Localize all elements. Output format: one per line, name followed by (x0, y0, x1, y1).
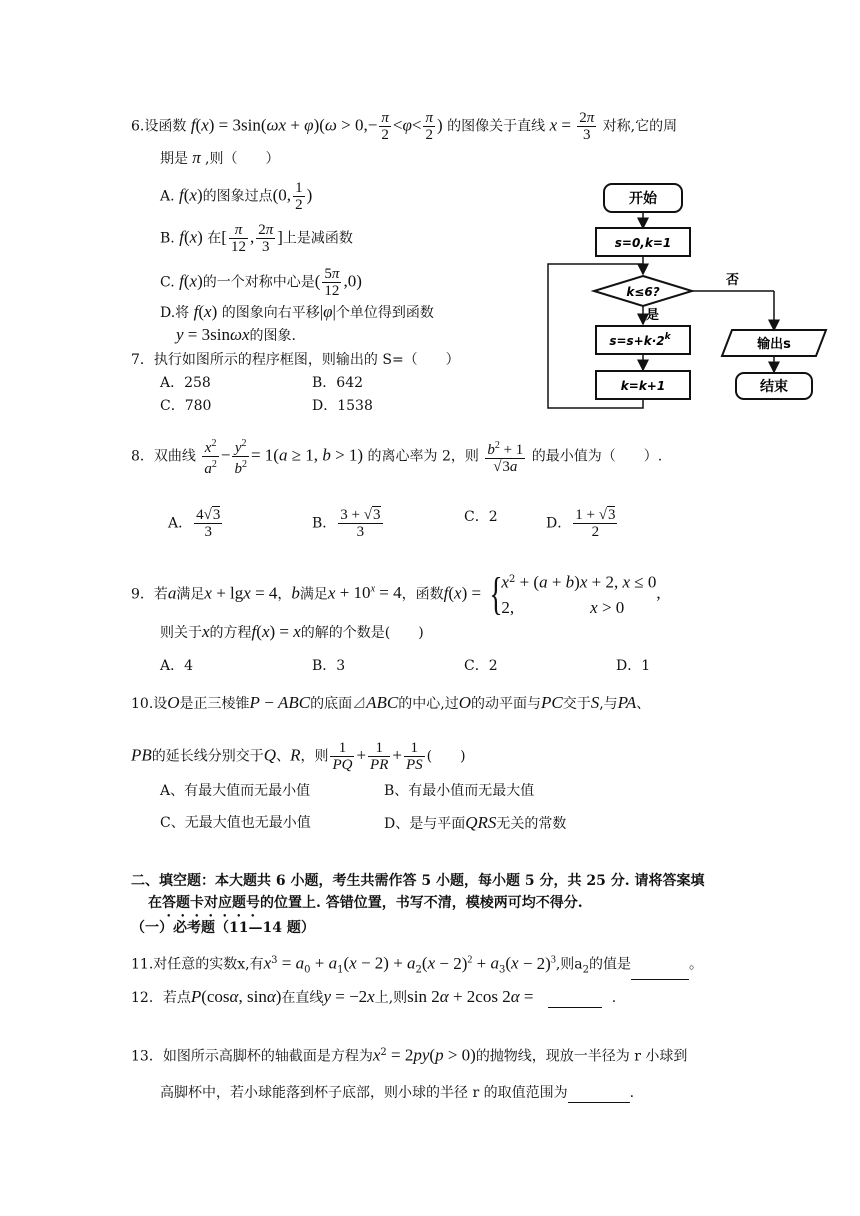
q13-line2 (160, 1083, 634, 1103)
flow-start-label: 开始 (629, 191, 657, 207)
option-label: D． (546, 515, 572, 532)
q9-option-a: A．4 (160, 658, 194, 674)
q9-t3: 满足 (299, 586, 328, 603)
q10-option-c: C、无最大值也无最小值 (160, 815, 311, 831)
q6-number: 6. (131, 118, 145, 135)
flow-decision-label: k≤6? (626, 285, 660, 299)
q10-t5: 的动平面与 (470, 696, 541, 712)
option-text: 上是减函数 (282, 230, 353, 247)
q11-number: 11. (131, 956, 154, 973)
q9-t4: ，函数 (401, 586, 444, 603)
q13-number: 13． (131, 1048, 163, 1065)
q7-option-b: B．642 (312, 375, 364, 391)
q10-option-a: A、有最大值而无最小值 (160, 783, 311, 799)
q6-line2b: ,则（ ） (205, 151, 280, 167)
q9-t1: 满足 (176, 586, 205, 603)
q8-number: 8．双曲线 (131, 448, 196, 465)
q11-t2: ,则a (555, 956, 583, 973)
q8-option-d: D． $\frac{1 + √3}{2}$ (546, 507, 616, 540)
q10-l2d: ( ) (426, 748, 466, 765)
q10-l2a: 的延长线分别交于 (151, 748, 264, 765)
q8-option-c: C．2 (464, 509, 498, 525)
q6-option-c: C. f(x)的一个对称中心是( $\frac{5\pi}{12}$ ,0) (160, 266, 362, 299)
q12-t1: 若点 (162, 990, 191, 1006)
option-label: D.将 (160, 305, 190, 321)
option-label: B. (160, 230, 180, 247)
option-label: B． (312, 515, 337, 532)
q6-option-b: B. f(x) 在[ $\frac{\pi}{12}$ , $\frac{2\pi}{3}$ ]上是减函数 (160, 222, 353, 255)
q7-option-c: C．780 (160, 398, 212, 414)
q10-t1: 设 (153, 696, 168, 712)
q9-option-d: D．1 (616, 658, 651, 674)
q9-line2b: 的方程 (209, 625, 252, 641)
flow-output-label: 输出s (757, 337, 791, 352)
q9-line2a: 则关于 (160, 625, 202, 641)
q10-option-b: B、有最小值而无最大值 (384, 783, 535, 799)
option-text: 无关的常数 (496, 816, 567, 832)
q8-stem: 8．双曲线 $\frac{x^2}{a^2}$ − $\frac{y^2}{b^2}$ = 1(a ≥ 1, b > 1) 的离心率为 2，则 $\frac{b^2 + 1}{√3a}$ 的最小值为（ ）. (131, 438, 663, 477)
q9-stem: 9．若a满足x + lgx = 4，b满足$x + 10^x = 4$，函数f(x) = { $x^2 + (a + b)x + 2$, x ≤ 0 2, x > 0 , (131, 568, 661, 620)
flow-yes-label: 是 (646, 308, 660, 323)
flowchart (540, 178, 840, 414)
q11-sub: 2 (582, 964, 589, 976)
frac-pi-over-2: $\frac{\pi}{2}$ (381, 110, 389, 143)
q9-line2c: 的解的个数是( ) (300, 625, 424, 641)
q13-t1: 如图所示高脚杯的轴截面是方程为 (162, 1048, 373, 1065)
option-label: D、是与平面 (384, 816, 466, 832)
q10-t4: 的中心,过 (398, 696, 459, 712)
q13-end: . (629, 1085, 635, 1101)
q6-option-a: A. f(x)的图象过点(0, $\frac{1}{2}$ ) (160, 180, 313, 213)
q9-t2: ， (277, 586, 292, 603)
q13-t2: 的抛物线，现放一半径为 r 小球到 (475, 1048, 688, 1065)
frac-pi-over-2b: $\frac{\pi}{2}$ (425, 110, 433, 143)
q9-number: 9．若 (131, 586, 168, 603)
q10-line2: PB的延长线分别交于Q、R，则 $\frac{1}{PQ}$ + $\frac{1}{PR}$ + $\frac{1}{PS}$ ( ) (131, 740, 466, 773)
option-label: A. (160, 188, 180, 205)
answer-blank[interactable] (548, 1007, 602, 1008)
section2-line2a: 在 (148, 895, 162, 911)
answer-blank[interactable] (568, 1102, 630, 1103)
option-in: 在 (207, 230, 222, 247)
q12-number: 12． (131, 990, 163, 1006)
q13-line2-text: 高脚杯中，若小球能落到杯子底部，则小球的半径 r 的取值范围为 (160, 1085, 568, 1101)
q6-intro: 设函数 (144, 118, 187, 135)
q6-line1: 6.设函数 f(x) = 3sin(ωx + φ)(ω > 0,− $\frac{\pi}{2}$ <φ< $\frac{\pi}{2}$ ) 的图像关于直线 x = $\frac{2\pi}{3}$ 对称,它的周 (131, 110, 678, 143)
q8-mid: 的离心率为 2，则 (367, 448, 479, 465)
q12-end: . (611, 990, 617, 1006)
option-text: 的图象. (249, 328, 296, 344)
flow-update-s-label: $s=s+k\cdot 2^k$ (609, 332, 671, 348)
q10-t3: 的底面⊿ (310, 696, 367, 712)
q12-t3: 上,则 (374, 990, 408, 1006)
q9-option-c: C．2 (464, 658, 498, 674)
q9-line2: 则关于x的方程f(x) = x的解的个数是( ) (160, 622, 424, 641)
option-text: 的图象过点 (202, 188, 273, 205)
q11-t3: 的值是 (589, 956, 631, 973)
option-label: A． (168, 515, 193, 532)
q6-tail: 对称,它的周 (602, 118, 678, 135)
section2-line2b: 的位置上. 答错位置，书写不清，模棱两可均不得分. (260, 895, 583, 911)
q10-stem: 10.设O是正三棱锥P − ABC的底面⊿ABC的中心,过O的动平面与PC交于S,与PA、 (131, 693, 651, 712)
q11-stem: 11.对任意的实数x,有$x^3 = a_0 + a_1(x - 2) + a_2(x - 2)^2 + a_3(x - 2)^3$,则$a_2$的值是 。 (131, 950, 703, 980)
section-2-subheading: （一）必考题（11—14 题） (131, 920, 315, 936)
q8-option-a: A． $\frac{4√3}{3}$ (168, 507, 221, 540)
q10-t7: ,与 (599, 696, 618, 712)
option-text2: 个单位得到函数 (335, 305, 434, 321)
option-label: C. (160, 274, 180, 291)
frac-2pi-over-3: $\frac{2\pi}{3}$ (579, 110, 595, 143)
flow-end-label: 结束 (760, 379, 788, 395)
q10-t8: 、 (636, 696, 651, 712)
flow-init-label: s=0,k=1 (614, 236, 672, 250)
q11-t1: 对任意的实数x,有 (153, 956, 264, 973)
q8-option-b: B． $\frac{3 + √3}{3}$ (312, 507, 381, 540)
flow-update-k-label: k=k+1 (620, 379, 666, 393)
q6-mid: 的图像关于直线 (447, 118, 546, 135)
q7-option-a: A．258 (160, 375, 211, 391)
q9-option-b: B．3 (312, 658, 346, 674)
q10-t6: 交于 (562, 696, 591, 712)
option-text: 的一个对称中心是 (202, 274, 315, 291)
q11-end: 。 (689, 956, 703, 973)
q10-t2: 是正三棱锥 (179, 696, 250, 712)
q6-line2a: 期是 (160, 151, 188, 167)
q10-option-d: D、是与平面QRS无关的常数 (384, 813, 567, 832)
flow-no-label: 否 (726, 273, 740, 288)
section-2-heading-line2 (148, 893, 583, 920)
q12-t2: 在直线 (281, 990, 324, 1006)
q7-stem: 7．执行如图所示的程序框图，则输出的 S=（ ） (131, 352, 460, 368)
q6-option-d-line2: y = 3sinωx的图象. (176, 325, 296, 344)
q6-option-d: D.将 f(x) 的图象向右平移|φ|个单位得到函数 (160, 302, 434, 321)
section2-emphasis: 答题卡对应题号 (162, 895, 260, 911)
q6-line2: 期是 π ,则（ ） (160, 148, 280, 167)
q10-number: 10. (131, 696, 154, 712)
q6-func: f (190, 115, 196, 135)
q10-l2b: 、 (276, 748, 291, 765)
section-2-heading: 二、填空题：本大题共 6 小题，考生共需作答 5 小题，每小题 5 分，共 25 分. 请将答案填 (131, 873, 705, 889)
option-text: 的图象向右平移 (221, 305, 320, 321)
q12-stem: 12．若点P(cosα, sinα)在直线y = −2x上,则sin 2α + 2cos 2α = . (131, 987, 617, 1006)
q10-l2c: ，则 (300, 748, 329, 765)
answer-blank[interactable] (631, 979, 689, 980)
q7-option-d: D．1538 (312, 398, 373, 414)
q13-stem: 13．如图所示高脚杯的轴截面是方程为$x^2 = 2py(p > 0)$的抛物线，现放一半径为 r 小球到 (131, 1045, 688, 1065)
q8-tail: 的最小值为（ ）. (531, 448, 663, 465)
